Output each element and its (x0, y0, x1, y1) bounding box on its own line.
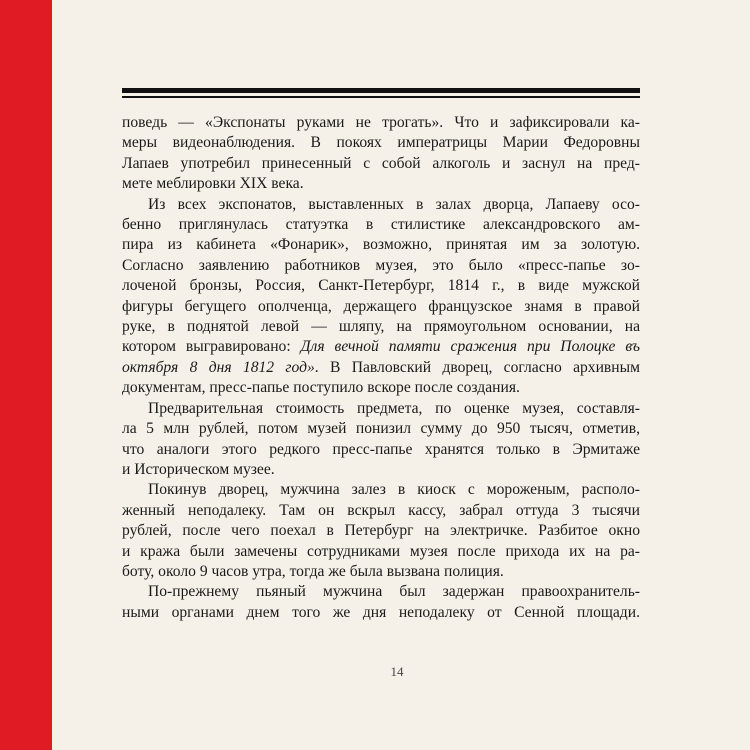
header-rule-thick (122, 88, 640, 93)
paragraph-5 (122, 582, 640, 623)
text-line: руке, в поднятой левой — шляпу, на прямоугольном основании, на (122, 318, 640, 336)
text-line: мете меблировки XIX века. (122, 175, 304, 193)
text-line: По-прежнему пьяный мужчина был задержан правоохранитель- (148, 583, 640, 601)
text-fragment: . В Павловский дворец, согласно архивным (314, 358, 640, 376)
paragraph-4 (122, 480, 640, 582)
paragraph-2 (122, 195, 640, 399)
text-fragment: котором выгравировано: (122, 338, 301, 356)
text-line: и Историческом музее. (122, 460, 275, 478)
text-line: Лапаев употребил принесенный с собой алкоголь и заснул на пред- (122, 154, 640, 172)
text-line-mixed (122, 358, 640, 378)
text-line: Согласно заявлению работников музея, это было «пресс-папье зо- (122, 256, 640, 274)
text-line: документам, пресс-папье поступило вскоре после создания. (122, 379, 520, 397)
text-line-mixed (122, 337, 640, 357)
text-line: боту, около 9 часов утра, тогда же была вызвана полиция. (122, 562, 504, 580)
header-rule-thin (122, 96, 640, 98)
text-line: ла 5 млн рублей, потом музей понизил сумму до 950 тысяч, отметив, (122, 420, 640, 438)
text-line: Из всех экспонатов, выставленных в залах дворца, Лапаеву осо- (148, 195, 640, 213)
red-spine-bar (0, 0, 52, 750)
text-line: рублей, после чего поехал в Петербург на электричке. Разбитое окно (122, 522, 640, 540)
text-line: пира из кабинета «Фонарик», возможно, принятая им за золотую. (122, 236, 640, 254)
paragraph-3 (122, 399, 640, 481)
text-line: фигуры бегущего ополченца, держащего французское знамя в правой (122, 297, 640, 315)
text-line: Предварительная стоимость предмета, по оценке музея, составля- (148, 399, 640, 417)
text-line: Покинув дворец, мужчина залез в киоск с мороженым, располо- (148, 481, 640, 499)
inscription-italic: Для вечной памяти сражения при Полоцке въ (300, 338, 640, 356)
inscription-italic: октября 8 дня 1812 год» (122, 358, 315, 376)
text-line: что аналоги этого редкого пресс-папье хранятся только в Эрмитаже (122, 440, 640, 458)
page-number-text: 14 (390, 664, 404, 679)
text-line: бенно приглянулась статуэтка в стилистике александровского ам- (122, 216, 640, 234)
text-line: женный неподалеку. Там он вскрыл кассу, забрал оттуда 3 тысячи (122, 501, 640, 519)
text-line: и кража были замечены сотрудниками музея после прихода их на ра- (122, 542, 640, 560)
text-line: лоченой бронзы, Россия, Санкт-Петербург, 1814 г., в виде мужской (122, 277, 640, 295)
page-body-text (122, 113, 640, 623)
paragraph-1 (122, 113, 640, 195)
text-line: меры видеонаблюдения. В покоях императрицы Марии Федоровны (122, 134, 640, 152)
text-line: поведь — «Экспонаты руками не трогать». Что и зафиксировали ка- (122, 114, 640, 131)
page-number (0, 664, 750, 680)
text-line: ными органами днем того же дня неподалеку от Сенной площади. (122, 603, 640, 621)
